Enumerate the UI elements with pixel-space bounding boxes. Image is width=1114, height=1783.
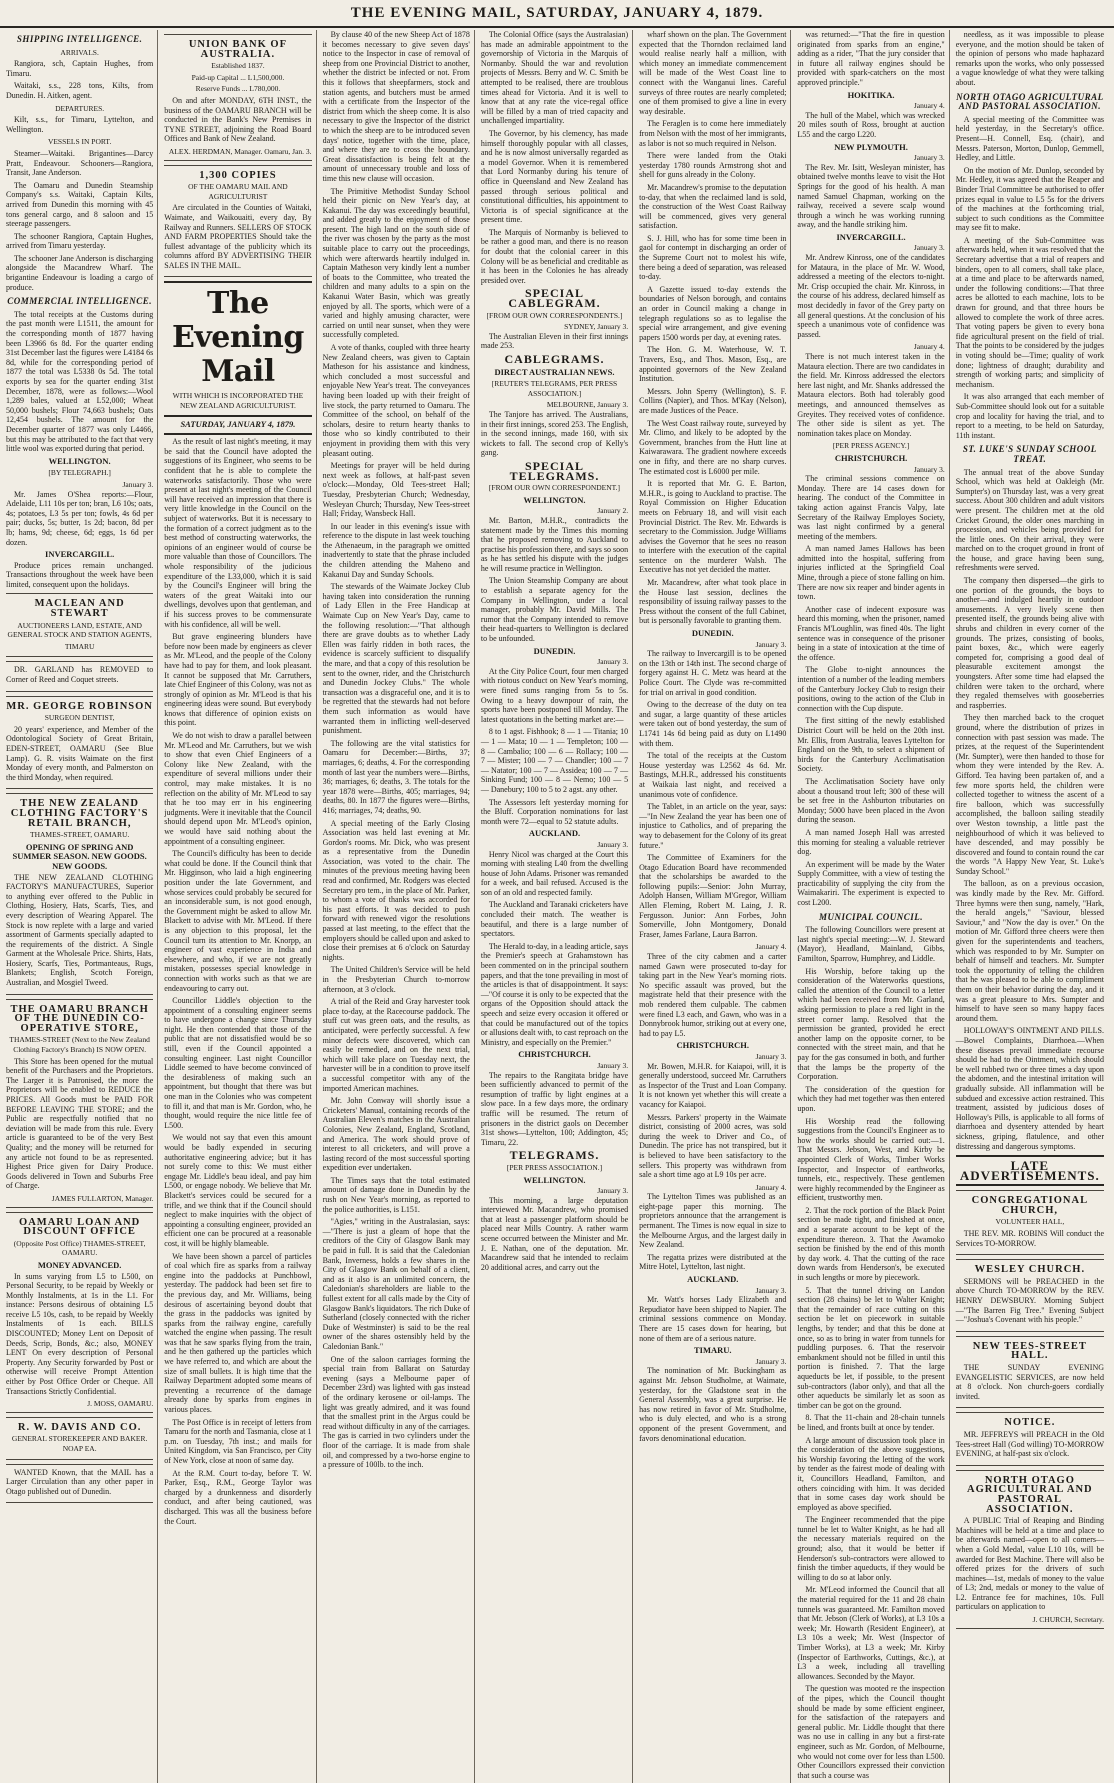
- date: January 3.: [913, 153, 945, 163]
- ad-title: WESLEY CHURCH.: [974, 1264, 1086, 1276]
- text: The Acclimatisation Society have only about a thousand trout left; 300 of these will be set free in the Ashburton tributaries on Monday; 5000 have been placed in the Avon during the season.: [797, 776, 945, 825]
- text: A Gazette issued to-day extends the boundaries of Nelson borough, and contains an order in Council making a change in telegraph regulations so as to legalise the special wire arrangement, and give evening papers 1500 words per day, at evening rates.: [639, 284, 787, 342]
- date: MELBOURNE, January 3.: [546, 400, 629, 410]
- text: An experiment will be made by the Water Supply Committee, with a view of testing the practicability of supplying the city from the Waimakariri. The experiment is expected to cost L200.: [797, 859, 945, 908]
- text: HOLLOWAY'S OINTMENT AND PILLS.—Bowel Complaints, Diarrhoea.—When these diseases prevail immediate recourse should be had to the Ointment, which should be well rubbed two or three times a day upon the abdomen, and the intestinal irritation will gradually subside. All inflammation will be subdued and excessive action restrained. This treatment, assisted by judicious doses of Holloway's Pills, is applicable to all forms of diarrhoea and dysentery attended by heart sickness, griping, flatulence, and other distressing and dangerous symptoms.: [955, 1026, 1104, 1151]
- editorial-text: But grave engineering blunders have before now been made by engineers as clever as Mr. M'Leod, and the people of the Colony have had to pay for them, and look pleasant. It cannot be supposed that Mr. Carruthers, late Chief Engineer of this Colony, was not as strongly of opinion as Mr. M'Leod is that his engineering ideas were sound. But everybody knows that difference of opinion exists on this point.: [164, 632, 312, 728]
- text: needless, as it was impossible to please everyone, and the motion should be taken of the opinion of persons who made haphazard remarks upon the works, who only possessed a vague knowledge of what they were talking about.: [955, 30, 1104, 87]
- ad-title: NORTH OTAGO AGRICULTURAL AND PASTORAL ASSOCIATION.: [967, 1474, 1093, 1515]
- ad-sub: VOLUNTEER HALL,: [995, 1217, 1065, 1227]
- subhead-departures: DEPARTURES.: [55, 103, 105, 113]
- text: Mr. Barton, M.H.R., contradicts the statement made by the Times this morning that he proposed removing to Auckland to practise his profession there, and says so soon as he has settled his dispute with the judges he will resume practice in Wellington.: [480, 515, 629, 573]
- paper-subtitle: WITH WHICH IS INCORPORATED THE NEW ZEALAND AGRICULTURIST.: [172, 391, 304, 411]
- text: The schooner Jane Anderson is discharging alongside the Macandrew Wharf. The brigantine Endeavour is loading a cargo of produce.: [6, 253, 154, 292]
- text: The stewards of the Waimate Jockey Club having taken into consideration the running of Lady Ellen in the Free Handicap at Waimate Cup on New Year's Day, came to the following resolution:—"That although there are grave doubts as to whether Lady Ellen was fairly ridden in both races, the evidence is scarcely sufficient to disqualify the mare, and that a copy of this resolution be sent to the owner, rider, and the Christchurch and Dunedin Jockey Clubs." The whole transaction was a disgraceful one, and it is to be regretted that the stewards had not before them such information as would have warranted them in inflicting well-deserved punishment.: [322, 582, 470, 736]
- date: January 3.: [913, 243, 945, 253]
- advertisement: [6, 1212, 153, 1413]
- text: Henry Nicol was charged at the Court this morning with stealing L40 from the dwelling house of John Adams. Prisoner was remanded for a week, and bail refused. Accused is the son of an old and respected family.: [480, 849, 629, 897]
- text: The consideration of the question for which they had met together was then entered upon.: [797, 1084, 945, 1113]
- text: was returned:—"That the fire in question originated from sparks from an engine," adding as a rider, "That the jury consider that in future all railway engines should be provided with spark-catchers on the most approved principle.": [797, 30, 945, 87]
- text: 8. That the 11-chain and 28-chain tunnels be lined, and fronts built at once by tender.: [797, 1413, 945, 1432]
- ad-sub: THAMES-STREET (Next to the New Zealand Clothing Factory's Branch) IS NOW OPEN.: [9, 1035, 150, 1055]
- dateline: TIMARU.: [694, 1345, 732, 1356]
- dateline: WELLINGTON.: [523, 1174, 586, 1185]
- text: It was also arranged that each member of Sub-Committee should look out for a suitable crop and locality for having the trial, and to report to a meeting, to be held on Saturday, 11th instant.: [955, 392, 1104, 440]
- text: There were landed from the Otaki yesterday 1780 rounds Armstrong shot and shell for guns already in the Colony.: [639, 151, 787, 180]
- text: Meetings for prayer will be held during next week as follows, at half-past seven o'clock:—Monday, Old Tees-street Hall; Tuesday, Presbyterian Church; Wednesday, Wesleyan Church; Thursday, New Tees-street Hall; Friday, Wansbeck Hall.: [322, 461, 470, 519]
- text: His Worship read the following suggestions from the Council's Engineer as to how the works should be carried out:—1. That Messrs. Jebson, West, and Kirby be appointed Clerk of Works, Timber Works Inspector, and Inspector of earthworks, tunnels, etc., respectively. These gentlemen were highly recommended by the Engineer as efficient, trustworthy men.: [797, 1116, 945, 1203]
- text: A man named Joseph Hall was arrested this morning for stealing a valuable retriever dog.: [797, 827, 945, 857]
- column-3: [323, 30, 475, 1783]
- text: The United Children's Service will be held in the Presbyterian Church to-morrow afternoon, at 3 o'clock.: [322, 965, 470, 994]
- text: Messrs. Parkers' property in the Waimate district, consisting of 2000 acres, was sold during the week to Driver and Co., of Dunedin. The price has not transpired, but it is believed to have been satisfactory to the sellers. This property was withdrawn from sale a short time ago at L9 10s per acre.: [639, 1112, 787, 1180]
- text: The Oamaru and Dunedin Steamship Company's s.s. Waitaki, Captain Kilts, arrived from Dunedin this morning with 45 tons general cargo, and 8 saloon and 15 steerage passengers.: [6, 180, 154, 229]
- byline: [REUTER'S TELEGRAMS, PER PRESS ASSOCIATION.]: [491, 379, 618, 398]
- advertisement: [6, 1417, 153, 1460]
- text: This morning, a large deputation interviewed Mr. Macandrew, who promised that at least a passenger platform should be placed near Mills Country. A rather warm scene occurred between the Minister and Mr. J. E. Nathan, one of the deputation. Mr. Macandrew said that he intended to reclaim 20 additional acres, and carry out the: [480, 1195, 629, 1272]
- text: Waitaki, s.s., 228 tons, Kilts, from Dunedin. H. Aitken, agent.: [6, 81, 154, 100]
- date: January 4.: [755, 942, 787, 952]
- text: The following Councillors were present at last night's special meeting:—W. J. Steward (Mayor), Headland, Mainland, Gibbs, Familton, Sparrow, Humphrey, and Liddle.: [797, 925, 945, 964]
- byline: [FROM OUR OWN CORRESPONDENT.]: [488, 483, 621, 493]
- text: The balloon, as on a previous occasion, was kindly made by the Rev. Mr. Gifford. Three hymns were then sung, namely, "Hark, the herald angels," "Saviour, blessed Saviour," and "Now the day is over." On the motion of Mr. Gifford three cheers were then given for the superintendents and teachers, which was responded to by Mr. Sumpter on behalf of himself and teachers. Mr. Sumpter took the opportunity of telling the children that he was pleased to be able to compliment them on their behavior during the day, and it was a great pleasure to Mrs. Sumpter and himself to have seen so many happy faces around them.: [955, 879, 1104, 1023]
- divider: [164, 281, 311, 283]
- dateline: INVERCARGILL.: [836, 231, 906, 242]
- betting-list: 8 to 1 agst. Fishhook; 8 — 1 — Titania; 10 — 1 — Mata; 10 — 1 — Templeton; 100 — 8 — Cambalio; 100 — 6 — Rollacy; 100 — 7 — Mister; 100 — 7 — Chandler; 100 — 7 — Natator; 100 — 7 — Assidea; 100 — 7 — Sinking Fund; 100 — 8 — Nemo; 100 — 5 — Danebury; 100 to 5 to 2 agst. any other.: [480, 727, 629, 794]
- ad-sub: AUCTIONEERS LAND, ESTATE, AND GENERAL STOCK AND STATION AGENTS,: [7, 620, 152, 640]
- column-5: [639, 30, 791, 1783]
- text: Mr. Bowen, M.H.R. for Kaiapoi, will, it is generally understood, succeed Mr. Carruthers as Inspector of the Trust and Loan Company. It is not known yet whether this will create a vacancy for Kaiapoi.: [639, 1061, 787, 1109]
- text: The Feraglen is to come here immediately from Nelson with the most of her immigrants, as labor is not so much required in Nelson.: [639, 119, 787, 148]
- text: The West Coast railway route, surveyed by Mr. Climo, and likely to be adopted by the Government, branches from the Hutt line at Kaiwarawara. The gradient nowhere exceeds one in fifty, and there are no sharp curves. The estimated cost is L6000 per mile.: [639, 418, 787, 476]
- section-head-telegrams: TELEGRAMS.: [509, 1148, 600, 1163]
- text: The Hon. G. M. Waterhouse, W. T. Travers, Esq., and Thos. Mason, Esq., are appointed governors of the New Zealand Institution.: [639, 345, 787, 384]
- advertisement: [6, 661, 153, 691]
- section-head-special-cablegram: SPECIAL CABLEGRAM.: [508, 286, 601, 311]
- text: Mr. Watt's horses Lady Elizabeth and Repudiator have been shipped to Napier. The criminal sessions commence on Monday. There are 15 cases down for hearing, but none of them are of a serious nature.: [639, 1295, 787, 1343]
- date: January 3.: [597, 1186, 629, 1196]
- text: They then marched back to the croquet ground, where the distribution of prizes in connection with past session was made. The prizes, at the request of the Superintendent (Mr. Sumpter), were then handed to those for whom they were intended by the Rev. A. Gifford. Tea having been partaken of, and a few more sports held, the children were collected together to witness the ascent of a fire balloon, which was successfully accomplished, the balloon sailing steadily over Weston township, a little past the neighbourhood of which it was believed to have descended, and may possibly be discovered and found to contain round the car the words "A Happy New Year, St. Luke's Sunday School.": [955, 713, 1104, 876]
- text: The question was mooted re the inspection of the pipes, which the Council thought should be made by some efficient engineer, for the satisfaction of the ratepayers and general public. Mr. Liddle thought that there was no use in calling in any but a first-rate engineer, such as Mr. Gordon, of Melbourne, who would not come over for less than L500. Other Councillors expressed their conviction that such a course was: [797, 1684, 945, 1780]
- subhead-vessels: VESSELS IN PORT.: [47, 137, 112, 147]
- ad-text: SERMONS will be PREACHED in the above Church TO-MORROW by the REV. HENRY DEWSBURY. Morning Subject—"The Barren Fig Tree." Evening Subject—"Joshua's Covenant with his people.": [955, 1276, 1104, 1325]
- ad-open: OPENING OF SPRING AND SUMMER SEASON. NEW GOODS. NEW GOODS.: [12, 841, 147, 871]
- ad-title: NEW TEES-STREET HALL.: [972, 1340, 1087, 1362]
- ad-text: In sums varying from L5 to L500, on Personal Security, to be repaid by Weekly or Monthly Instalments, at 1s in the L1. For instance: Persons desirous of obtaining L5 receive L5 10s, cash, to be repaid by Weekly Instalments of 1s each. BILLS DISCOUNTED; Money Lent on Deposit of Deeds, Scrip, Bonds, &c.; also, MONEY LENT On every description of Personal Property. Any Security forwarded by Post or otherwise will receive Prompt Attention either by Post Office Order or Cheque. All Transactions Strictly Confidential.: [6, 1271, 154, 1396]
- ad-text: A PUBLIC Trial of Reaping and Binding Machines will be held at a time and place to be afterwards named—open to all comers—when a Gold Medal, value L10 10s, will be awarded for Best Machine. There will also be offered prizes for the drivers of such machines—1st, medals of money to the value of L3; 2nd, medals or money to the value of L2. Entrance fee for machines, 10s. Full particulars on application to: [955, 1516, 1104, 1612]
- ad-text: THE SUNDAY EVENING EVANGELISTIC SERVICES, are now held at 8 o'clock. Non church-goers cordially invited.: [955, 1363, 1104, 1401]
- ad-text: Are circulated in the Counties of Waitaki, Waimate, and Waikouaiti, every day, By Railway and Runners. SELLERS OF STOCK AND FARM PROPERTIES Should take the fullest advantage of the publicity which its columns afford BY ADVERTISING THEIR SALES IN THE MAIL.: [164, 203, 312, 270]
- text: "Agies," writing in the Australasian, says:—"There is just a gleam of hope that the creditors of the City of Glasgow Bank may be paid in full. It is said that the Caledonian Bank, Inverness, holds a few shares in the City of Glasgow Bank on behalf of a client, and as it also is an unlimited concern, the Caledonian's shareholders are liable to the fullest extent for all calls made by the City of Glasgow Bank's liquidators. The rich Duke of Sutherland (closely connected with the richer Duke of Westminster) is said to be the real owner of the shares ostensibly held by the Caledonian Bank.": [322, 1217, 470, 1351]
- text: In our leader in this evening's issue with reference to the dispute in last week touching the Athenaeum, in the paragraph we omitted inadvertently to state that the phrase included the children attending the Maheno and Kakanui Day and Sunday Schools.: [322, 521, 470, 579]
- text: A meeting of the Sub-Committee was afterwards held, when it was resolved that the Secretary advertise that a trial of reapers and binders, open to all comers, shall take place, at a time and place to be afterwards named, under the following conditions:—That three acres be allotted to each machine, lots to be drawn for ground, and that three hours be allowed to complete the work of three acres. That voting papers be given to every bona fide agricultural present on the field of trial. That the points to be considered by the judges in voting should be—Time; quality of work done; lightness of draught; durability and strength of working parts; and simplicity of mechanism.: [955, 235, 1104, 389]
- text: The Tanjore has arrived. The Australians, in their first innings, scored 253. The English, in the second innings, made 160, with six wickets to fall. The second crop of Kelly's gang.: [480, 409, 629, 458]
- text: The Lyttelton Times was published as an eight-page paper this morning. The proprietors announce that the arrangement is permanent. The Times is now equal in size to the Melbourne Argus, and the largest daily in New Zealand.: [639, 1192, 787, 1250]
- advertisement: [6, 696, 153, 790]
- ad-text: THE REV. MR. ROBINS Will conduct the Services TO-MORROW.: [955, 1229, 1104, 1248]
- dateline: CHRISTCHURCH.: [834, 452, 908, 463]
- masthead: THE EVENING MAIL, SATURDAY, JANUARY 4, 1879.: [0, 0, 1114, 28]
- text: Mr. Macandrew's promise to the deputation to-day, that when the reclaimed land is sold, the construction of the West Coast Railway will be commenced, gives very general satisfaction.: [639, 182, 787, 231]
- text: Kilt, s.s., for Timaru, Lyttelton, and Wellington.: [6, 115, 154, 134]
- text: A large amount of discussion took place in the consideration of the above suggestions, his Worship favoring the letting of the work by tender as the fairest mode of dealing with it, Councillors Headland, Familton, and others coinciding with him. It was decided that in some cases day work should be employed as above specified.: [797, 1435, 945, 1512]
- section-head-late-ads: LATE ADVERTISEMENTS.: [959, 1158, 1100, 1183]
- dateline: CHRISTCHURCH.: [676, 1040, 750, 1051]
- text: A vote of thanks, coupled with three hearty New Zealand cheers, was given to Captain Matheson for his assistance and kindness, which concluded a most successful and enjoyable New Year's treat. The conveyances having been loaded up with their freight of live stock, the party returned to Oamaru. The Committee of the school, on behalf of the scholars, desire to return hearty thanks to those who so kindly contributed to their enjoyment in providing them with this very pleasant outing.: [322, 343, 470, 458]
- ad-sub: Reserve Funds ... L780,000.: [195, 84, 281, 94]
- paper-nameplate: The Evening Mail: [171, 286, 304, 390]
- section-head-municipal: MUNICIPAL COUNCIL.: [819, 911, 924, 922]
- ad-sub: GENERAL STOREKEEPER AND BAKER. NOAP EA.: [11, 1434, 148, 1453]
- text: It is reported that Mr. G. E. Barton, M.H.R., is going to Auckland to practise. The Royal Commission on Higher Education meets on February 18, and will visit each Provincial District. The Rev. Mr. Edwards is secretary to the Commission. Judge Williams advises the Governor that he sees no reason to interfere with the execution of the capital sentence on the murderer Walsh. The Executive has not yet decided the matter.: [639, 479, 787, 575]
- text: The total receipts at the Customs during the past month were L1511, the amount for the corresponding month of 1877 having been L3966 6s 8d. For the quarter ending 31st December last the figures were L4184 6s 8d, while for the corresponding period of 1877 the total was L5338 0s 5d. The total exports by sea for the quarter ending 31st December, 1878, were as follows:—Wool 1,289 bales, valued at L52,000; Wheat 50,000 bushels; Flour 74,663 bushels; Oats 12,454 bushels. The amount for the December quarter of 1877 was only L4466, but this may be attributed to the fact that very little wool was exported during that period.: [6, 309, 154, 454]
- text: 2. That the rock portion of the Black Point section be made tight, and finished at once, and a separate account to be kept of the expenditure thereon. 3. That the Awamoko section be finished by the end of this month by day work. 4. That the cutting of the race down wards from Henderson's, be executed in such lengths or more by piecework.: [797, 1205, 945, 1283]
- text: A special meeting of the Committee was held yesterday, in the Secretary's office. Present—H. Connell, Esq. (chair), and Messrs. Paterson, Morton, Dunlop, Gemmell, Hedley, and Little.: [955, 114, 1104, 163]
- text: Steamer—Waitaki. Brigantines—Darcy Pratt, Endeavour. Schooners—Rangiora, Transit, Jane Anderson.: [6, 148, 154, 178]
- section-head-shipping: SHIPPING INTELLIGENCE.: [16, 34, 143, 44]
- editorial-text: The Post Office is in receipt of letters from Tamaru for the north and Tasmania, close at 1 p.m. on Tuesday, 7th inst.; and mails for United Kingdom, via San Francisco, per City of New York, close at noon of same day.: [164, 1417, 312, 1465]
- text: Mr. John Conway will shortly issue a Cricketers' Manual, containing records of the Australian Eleven's matches in the Australian Colonies, New Zealand, England, Scotland, and America. The work should prove of interest to all cricketers, and will prove a lasting record of the most successful sporting expedition ever undertaken.: [322, 1096, 470, 1173]
- ad-sub: OF THE OAMARU MAIL AND AGRICULTURIST: [188, 182, 288, 201]
- text: The Primitive Methodist Sunday School held their picnic on New Year's day, at Kakanui. The day was exceedingly beautiful, and added greatly to the enjoyment of those present. The high land on the south side of the river was chosen by the party as the most suitable place to carry out the proceedings, which were afterwards heartily indulged in. Captain Matheson very kindly lent a number of boats to the Committee, who treated the children and many adults to a spin on the Kakanui Water Basin, which was greatly enjoyed by all. The sports, which were of a varied and highly amusing character, were carried on until near sunset, when they were successfully completed.: [322, 186, 470, 340]
- ad-sub: THAMES-STREET, OAMARU.: [30, 830, 130, 840]
- editorial-text: Councillor Liddle's objection to the appointment of a consulting engineer seems to have undergone a change since Thursday night. He then contended that those of the public that are not dissatisfied would be so still, even if the Council appointed a consulting engineer. Last night Councillor Liddle seemed to have become convinced of the desirableness of making such an appointment, but thought that there was but one man in the Colonies who was competent to fill it, and that man is Mr. Gordon, who, he thought, would require the nice little fee of L500.: [164, 996, 312, 1130]
- text: The Australian Eleven in their first innings made 253.: [480, 331, 629, 351]
- text: The criminal sessions commence on Monday. There are 14 cases down for hearing. The conduct of the Committee in taking action against Francis Valpy, late Secretary of the Railway Employes Society, was last night confirmed by a general meeting of the members.: [797, 474, 945, 541]
- text: 5. That the tunnel driving on Landon section (28 chains) be let to Walter Knight; that the remainder of race cutting on this section be let on piecework in suitable lengths, by tender; and that this be done at once, so as to bring in water from tunnels for puddling purposes. 6. That the reservoir embankment should not be filled in until this portion is finished. 7. That the large aqueducts be let, if possible, to the present sub-contractors (labor only), and that all the other aqueducts be similarly let as soon as timber can be got on the ground.: [797, 1285, 945, 1410]
- text: The Tablet, in an article on the year, says:—"In New Zealand the year has been one of injustice to Catholics, and of preparing the way to debasement for the Colony of its great future.": [639, 802, 787, 850]
- divider: [164, 433, 311, 435]
- ad-title: THE OAMARU BRANCH OF THE DUNEDIN CO-OPERATIVE STORE,: [10, 1003, 149, 1034]
- text: S. J. Hill, who has for some time been in gaol for contempt in discharging an order of the Supreme Court not to molest his wife, there being a deed of separation, was released to-day.: [639, 233, 787, 282]
- text: Produce prices remain unchanged. Transactions throughout the week have been limited, consequent upon the holidays.: [6, 560, 154, 589]
- text: A man named James Hallows has been admitted into the hospital, suffering from injuries inflicted at the Springfield Coal Mine, through a piece of stone falling on him. There are now six reaper and binder agents in town.: [797, 544, 945, 602]
- editorial-text: We would not say that even this amount would be badly expended in securing authoritative engineering advice; but it has not surely come to this: We must either engage Mr. Liddle's beau ideal, and pay him L500, or engage nobody. We believe that Mr. Blackett's services could be secured for a trifle, and we think that if the Council should neglect to make inquiries with the object of appointing a consulting engineer, provided an efficient one can be procured at a reasonable cost, it will be highly blameable.: [164, 1133, 312, 1248]
- dateline: DUNEDIN.: [691, 628, 734, 639]
- dateline: CHRISTCHURCH.: [518, 1049, 591, 1060]
- divider: [956, 1155, 1104, 1157]
- text: A special meeting of the Early Closing Association was held last evening at Mr. Gordon's rooms. Mr. Dick, who was present as a representative from the Dunedin Association, was voted to the chair. The minutes of the previous meeting having been read and confirmed, Mr. Rodgers was elected Secretary pro tem., in the place of Mr. Parker, to whom a vote of thanks was accorded for his past efforts. It was decided to push forward with renewed vigor the resolutions passed at last meeting, to the effect that the employers should be called upon and asked to close their premises at 6 o'clock on Saturday nights.: [322, 818, 470, 962]
- dateline: HOKITIKA.: [847, 89, 895, 100]
- section-head-commercial: COMMERCIAL INTELLIGENCE.: [7, 296, 152, 307]
- text: The Assessors left yesterday morning for the Bluff. Corporation nominations for last month were 72—equal to 52 statute adults.: [480, 797, 629, 826]
- advertisement-bank: [164, 34, 311, 161]
- text: The first sitting of the newly established District Court will be held on the 20th inst. Mr. Ellis, from Australia, leaves Lyttelton for England on the 9th, to select a shipment of birds for the Canterbury Acclimatisation Society.: [797, 716, 945, 774]
- divider: [164, 415, 311, 417]
- dateline-wellington: WELLINGTON.: [48, 455, 111, 466]
- text: The total of the receipts at the Custom House yesterday was L2562 4s 6d. Mr. Bastings, M.H.R., addressed his constituents at Waikaia last night, and received a unanimous vote of confidence.: [639, 751, 787, 799]
- date: January 3.: [597, 1060, 629, 1070]
- divider: [956, 1184, 1104, 1186]
- ad-sign: J. MOSS, OAMARU.: [87, 1399, 154, 1409]
- text: The railway to Invercargill is to be opened on the 13th or 14th inst. The second charge of forgery against H. C. Metz was heard at the Police Court. The Clyde was re-committed for trial on arrival in good condition.: [639, 649, 787, 697]
- text: The following are the vital statistics for Oamaru for December:—Births, 37; marriages, 6; deaths, 4. For the corresponding month of last year the numbers were—Births, 36; marriages, 6; deaths, 3. The totals for the year 1878 were—Births, 405; marriages, 94; deaths, 80. In 1877 the figures were—Births, 416; marriages, 74; deaths, 90.: [322, 738, 470, 815]
- columns: [6, 30, 1108, 1780]
- ad-title: 1,300 COPIES: [199, 169, 277, 181]
- advertisement: [956, 1412, 1104, 1465]
- ad-place: TIMARU: [64, 641, 95, 651]
- date: January 3.: [913, 464, 945, 474]
- text: Another case of indecent exposure was heard this morning, when the prisoner, named Francis M'Loughlin, was fined 40s. The light sentence was in consequence of the prisoner being in a state of intoxication at the time of the offence.: [797, 604, 945, 662]
- dateline: AUCKLAND.: [528, 828, 581, 839]
- text: Mr. James O'Shea reports:—Flour, Adelaide, L11 10s per ton; bran, L6 10s; oats, 4s; potatoes, L3 5s per ton; fowls, 4s 6d per pair; ducks, 5s; butter, 1s 2d; bacon, 8d per lb; hams, 9d; cheese, 6d; eggs, 1s 6d per dozen.: [6, 489, 154, 547]
- ad-text: This Store has been opened for the mutual benefit of the Purchasers and the Proprietors. The Larger it is Patronised, the more the Proprietors will be enabled to REDUCE the PRICES. All Goods must be PAID FOR BEFORE LEAVING THE STORE; and the Public are respectfully notified that no deviation will be made from this rule. Every article is guaranteed to be of the very Best Quality; and the money will be returned for any article not found to be as represented. Highest Price given for Dairy Produce. Goods delivered in Town and Suburbs Free of Charge.: [6, 1056, 154, 1191]
- ad-sub: SURGEON DENTIST,: [44, 713, 115, 723]
- text: The nomination of Mr. Buckingham as against Mr. Jebson Studholme, at Waimate, yesterday, for the Gladstone seat in the General Assembly, was a great surprise. He has now retired in favor of Mr. Studholme, who is duly elected, and who is a strong opponent of the present Government, and favors denominational education.: [639, 1366, 787, 1443]
- advertisement: [956, 1259, 1104, 1332]
- text: The regatta prizes were distributed at the Mitre Hotel, Lyttelton, last night.: [639, 1252, 787, 1272]
- ad-text: 20 years' experience, and Member of the Odontological Society of Great Britain, EDEN-STREET, OAMARU (See Blue Lamp). G. R. visits Waimate on the first Monday of every month, and Palmerston on the third Monday, when required.: [6, 724, 154, 782]
- date: January 4.: [755, 1182, 787, 1192]
- date: January 3.: [122, 479, 154, 489]
- dateline: NEW PLYMOUTH.: [834, 141, 908, 152]
- text: A trial of the Reid and Gray harvester took place to-day, at the Racecourse paddock. The stuff cut was green oats, and the results, as anticipated, were perfectly successful. A few minor defects were discovered, which can easily be remedied, and on the next trial, which will take place on Tuesday next, the harvester will be in a condition to prove itself a successful competitor with any of the imported American machines.: [322, 997, 470, 1093]
- date: January 3.: [755, 639, 787, 649]
- text: One of the saloon carriages forming the special train from Ballarat on Saturday evening (says a Melbourne paper of December 23rd) was lighted with gas instead of the ordinary kerosene or oil-lamps. The light was greatly admired, and it was found that the smallest print in the Argus could be read without difficulty in any of the carriages. The gas is carried in two cylinders under the floor of the carriage. It is made from shale oil, and compressed by a two-horse engine to a pressure of 100lb. to the inch.: [322, 1354, 470, 1470]
- text: The Globe to-night announces the intention of a number of the leading members of the Canterbury Jockey Club to resign their positions, owing to the action of the Club in connection with the Cup dispute.: [797, 665, 945, 713]
- column-2: [164, 30, 316, 1783]
- ad-sign: J. CHURCH, Secretary.: [1032, 1615, 1104, 1625]
- dateline-invercargill: INVERCARGILL.: [45, 549, 115, 560]
- text: The Rev. Mr. Isitt, Wesleyan minister, has obtained twelve months leave to visit the Hot Springs for the good of his health. A man named Samuel Chapman, working on the railway, received a severe scalp wound through a winch he was working running away, and the handle striking him.: [797, 162, 945, 230]
- date: January 4.: [913, 342, 945, 352]
- ad-title: CONGREGATIONAL CHURCH,: [971, 1195, 1089, 1216]
- text: The Auckland and Taranaki cricketers have concluded their match. The weather is beautiful, and there is a large number of spectators.: [480, 900, 629, 939]
- ad-money: MONEY ADVANCED.: [37, 1259, 122, 1270]
- text: The Governor, by his clemency, has made himself thoroughly popular with all classes, and he is now almost universally regarded as a model Governor. When it is remembered that Lord Normanby during his tenure of office in Queensland and New Zealand has passed through serious political and constitutional difficulties, his appointment to Victoria is of special significance at the present time.: [480, 128, 629, 225]
- advertisement: [6, 793, 153, 994]
- ad-title: OAMARU LOAN AND DISCOUNT OFFICE: [19, 1216, 141, 1238]
- text: The annual treat of the above Sunday School, which was held at Oakleigh (Mr. Sumpter's) on Thursday last, was a very great success. About 300 children and adult visitors were present. The children met at the old Cricket Ground, the older ones marching in procession, and vehicles being provided for the little ones. On their arrival, they were marched on to the croquet ground in front of the house, and grace having been sung, refreshments were served.: [955, 467, 1104, 573]
- text: The Herald to-day, in a leading article, says the Premier's speech at Grahamstown has been commented on in the principal southern papers, and that the tone prevailing in most of the articles is that of disappointment. It says:—"Of course it is only to be expected that the organs of the Opposition should attack the speech and seize every occasion it offered or that could be manufactured out of the topics or allusions dealt with, to cast reproach on the Ministry, and especially on the Premier.": [480, 941, 629, 1047]
- column-4: [481, 30, 633, 1783]
- date: January 3.: [755, 1285, 787, 1295]
- date: January 3.: [755, 1356, 787, 1366]
- text: The Times says that the total estimated amount of damage done in Dunedin by the rush on New Year's morning, as reported to the police authorities, is L151.: [322, 1175, 470, 1214]
- ad-title: MR. GEORGE ROBINSON: [6, 700, 153, 712]
- text: Three of the city cabmen and a carter named Gawn were prosecuted to-day for taking part in the New Year's morning riots. No specific assault was proved, but the magistrate held that their presence with the mob rendered them culpable. The cabmen were fined L3 each, and Gawn, who was in a Donnybrook humor, striking out at every one, had to pay L5.: [639, 952, 787, 1038]
- text: Messrs. John Sperry (Wellington), S. F. Collins (Napier), and Thos. M'Kay (Nelson), are made Justices of the Peace.: [639, 386, 787, 415]
- advertisement: [956, 1470, 1104, 1629]
- column-6: [797, 30, 949, 1783]
- section-head-cablegrams: CABLEGRAMS.: [504, 352, 605, 366]
- ad-title: UNION BANK OF AUSTRALIA.: [188, 39, 287, 60]
- column-7: [956, 30, 1108, 1783]
- text: His Worship, before taking up the consideration of the Waterworks questions, called the attention of the Council to a letter which had been received from Mr. Garland, asking permission to place a red light in the street corner lamp. Resolved that the permission be granted, provided he erect another lamp on the opposite corner, to be connected with the street main, and that he pay for the gas consumed in both, and further that the lamps be the property of the Corporation.: [797, 966, 945, 1082]
- ad-sub: Established 1837.: [211, 61, 265, 71]
- editorial-text: The Council's difficulty has been to decide what could be done. If the Council think that Mr. Higginson, who laid a high engineering position under the late Government, and whose services could probably be secured for an inconsiderable sum, is not good enough, the Government might be asked to allow Mr. Blackett to advise with Mr. M'Leod. If there is any objection to this proposal, let the Council turn its attention to Mr. Knorpp, an engineer of vast experience in India and elsewhere, and who, if we are not greatly mistaken, possesses special knowledge in connection with works such as that we are endeavouring to carry out.: [164, 849, 312, 993]
- dateline: DUNEDIN.: [533, 645, 576, 656]
- text: wharf shown on the plan. The Government expected that the Thorndon reclaimed land would realise nearly half a million, with which money an immediate commencement will be made of the West Coast line to connect with the Wanganui lines. Careful surveys of three routes are nearly completed; one of them promised to give a line in every way desirable.: [639, 30, 787, 116]
- dateline: WELLINGTON.: [523, 494, 586, 505]
- advertisement: [6, 593, 153, 657]
- advertisement: [6, 999, 153, 1208]
- date: SYDNEY, January 3.: [564, 322, 629, 332]
- text: Rangiora, sch, Captain Hughes, from Timaru.: [6, 59, 154, 78]
- text: The repairs to the Rangitata bridge have been sufficiently advanced to permit of the resumption of traffic by light engines at a slow pace. In a few days more, the ordinary traffic will be resumed. The return of prisoners in the district gaols on December 31st shows—Lyttelton, 100; Addington, 45; Timaru, 22.: [480, 1070, 629, 1147]
- text: Mr. Macandrew, after what took place in the House last session, declines the responsibility of issuing railway passes to the Press without the consent of the full Cabinet, but is personally favorable to granting them.: [639, 578, 787, 626]
- advertisement: [956, 1336, 1104, 1409]
- text: The Engineer recommended that the pipe tunnel be let to Walter Knight, as he had all the necessary materials required on the ground; also, that it would be better if Henderson's sub-contractors were allowed to finish the timber aqueducts, if they would be willing to do so at labor only.: [797, 1515, 945, 1582]
- byline: [FROM OUR OWN CORRESPONDENTS.]: [486, 310, 623, 320]
- text: Mr. Andrew Kinross, one of the candidates for Mataura, in the place of Mr. W. Wood, addressed a meeting of the electors to-night. Mr. Crisp occupied the chair. Mr. Kinross, in the course of his address, declared himself as most decidedly in favor of the Grey party on all general questions. At the conclusion of his speech a unanimous vote of confidence was passed.: [797, 253, 945, 339]
- text: The hull of the Mabel, which was wrecked 20 miles south of Ross, brought at auction L55 and the cargo L220.: [797, 110, 945, 139]
- ad-title: THE NEW ZEALAND CLOTHING FACTORY'S RETAIL BRANCH,: [10, 798, 149, 829]
- ad-text: DR. GARLAND has REMOVED to Corner of Reed and Coquet streets.: [6, 665, 154, 685]
- text: The schooner Rangiora, Captain Hughes, arrived from Timaru yesterday.: [6, 231, 154, 251]
- text: The company then dispersed—the girls to one portion of the grounds, the boys to another—and indulged heartily in outdoor amusements. A very lively scene then presented itself, the grounds being alive with shrubs and children in every corner of the grounds. The prizes, consisting of books, paint boxes, &c., which were eagerly competed for, comprising a good deal of pleasurable excitement amongst the youngsters. After some time had elapsed the children were taken to the orchard, where they regaled themselves with gooseberries and raspberries.: [955, 576, 1104, 710]
- editorial-text: As the result of last night's meeting, it may be said that the Council have adopted the suggestions of its Engineer, who seems to be confident that he is able to complete the waterworks satisfactorily. Those who were present at last night's meeting of the Council will have received an impression that there is very little knowledge in the Council on the subject of waterworks. But it is necessary to the formation of a correct judgment as to the best method of constructing waterworks, the opinions of an engineer would of course be more valuable than those of Councillors. The whole responsibility of the judicious expenditure of the L33,000, which it is said by the Council's Engineer will bring the waters of the great Waitaki into our dwellings, devolves upon that gentleman, and if his success proves to be commensurate with his confidence, all will be well.: [164, 437, 312, 629]
- subhead-arrivals: ARRIVALS.: [60, 47, 99, 57]
- column-1: [6, 30, 158, 1783]
- ad-title: MACLEAN AND STEWART: [34, 598, 125, 620]
- date: January 3.: [597, 657, 629, 667]
- dateline: AUCKLAND.: [687, 1274, 739, 1285]
- paper-date: SATURDAY, JANUARY 4, 1879.: [180, 418, 296, 429]
- ad-sub: Paid-up Capital ... L1,500,000.: [191, 72, 285, 82]
- text: Mr. M'Leod informed the Council that all the material required for the 11 and 28 chain tunnels was guaranteed. Mr. Familton moved that Mr. Jebson (Clerk of Works), at L3 10s a week; Mr. Howarth (Resident Engineer), at L3 10s a week; Mr. West (Inspector of Timber Works), at L3 a week; Mr. Kirby (Inspector of Earthworks, Cuttings, &c.), at L3 a week, including all travelling allowances. Seconded by the Mayor.: [797, 1585, 945, 1681]
- text: Owing to the decrease of the duty on tea and sugar, a large quantity of these articles were taken out of bond yesterday, the sum of L1741 14s 6d being paid as duty on L1490 with them.: [639, 700, 787, 748]
- text: The Marquis of Normanby is believed to be rather a good man, and there is no reason for doubt that the colonial career in this Colony will be as beneficial and creditable as it has been in the Colonies he has already presided over.: [480, 227, 629, 285]
- section-head-agricultural: NORTH OTAGO AGRICULTURAL AND PASTORAL ASSOCIATION.: [956, 91, 1104, 112]
- section-head-st-lukes: ST. LUKE'S SUNDAY SCHOOL TREAT.: [962, 444, 1097, 464]
- ad-title: R. W. DAVIS AND CO.: [17, 1421, 142, 1433]
- ad-sign: ALEX. HERDMAN, Manager. Oamaru, Jan. 3.: [168, 146, 312, 156]
- ad-text: On and after MONDAY, 6TH INST., the business of the OAMARU BRANCH will be conducted in the Bank's New Premises in TYNE STREET, adjoining the Road Board Offices and Bank of New Zealand.: [164, 95, 312, 144]
- editorial-text: At the R.M. Court to-day, before T. W. Parker, Esq., R.M., George Taylor was charged by a drunkenness and disorderly conduct, and after being cautioned, was discharged. This was all the business before the Court.: [164, 1468, 312, 1526]
- date: January 3.: [597, 839, 629, 849]
- advertisement: [6, 1464, 153, 1504]
- ad-text: THE NEW ZEALAND CLOTHING FACTORY'S MANUFACTURES, Superior to anything ever offered to the Public in Clothing, Hosiery, Hats, Scarfs, Ties, and every description of Wearing Apparel. The Stock is now replete with a large and varied assortment of Garments specially adapted to the requirements of the district. A Single Garment at the Wholesale Price. Shirts, Hats, Hosiery, Scarfs, Ties, Portmanteaus, Rugs, Blankets; English, Scotch Foreign, Australian, and Mosgiel Tweed.: [6, 872, 154, 988]
- text: The Union Steamship Company are about to establish a separate agency for the Company in Wellington, under a local manager, probably Mr. David Mills. The rumor that the Company intended to remove their head-quarters to Wellington is declared to be unfounded.: [480, 576, 629, 644]
- advertisement-circulation: [164, 165, 311, 278]
- ad-text: MR. JEFFREYS will PREACH in the Old Tees-street Hall (God willing) TO-MORROW EVENING, at half-past six o'clock.: [955, 1429, 1104, 1459]
- subhead: DIRECT AUSTRALIAN NEWS.: [494, 366, 615, 377]
- byline: [PER PRESS ASSOCIATION.]: [506, 1162, 603, 1172]
- byline: [BY TELEGRAPH.]: [48, 468, 111, 478]
- ad-sign: JAMES FULLARTON, Manager.: [51, 1193, 154, 1203]
- section-head-special-telegrams: SPECIAL TELEGRAMS.: [509, 458, 600, 483]
- text: The Colonial Office (says the Australasian) has made an admirable appointment to the governorship of Victoria in the Marquis of Normanby. Should the war and revolution projects of Messrs. Berry and W. C. Smith be attempted to be realised, there are troublous times ahead for Victoria. And it is well to know that at any rate the vice-regal office will be filled by a man of tried capacity and unchallenged impartiality.: [480, 30, 629, 126]
- ad-sub: (Opposite Post Office) THAMES-STREET, OAMARU.: [13, 1238, 146, 1258]
- ad-text: WANTED Known, that the MAIL has a Larger Circulation than any other paper in Otago published out of Dunedin.: [6, 1467, 154, 1496]
- editorial-text: We have been shown a parcel of particles of coal which fire as sparks from a railway engine into the paddocks at Punchbowl, yesterday. The paddock had been set fire to the previous day, and Mr. Williams, being desirous of ascertaining beyond doubt that the grass in the paddocks was ignited by sparks from the railway engine, carefully watched the engine when passing. The result was that he saw sparks flying from the train, and he then gathered up the particles which we have referred to, and which are about the size of small bullets. It is high time that the Railway Department adopted some means of preventing a recurrence of the damage already done by sparks from engines in various places.: [164, 1251, 312, 1415]
- date: January 4.: [913, 101, 945, 111]
- editorial-text: We do not wish to draw a parallel between Mr. M'Leod and Mr. Carruthers, but we wish to show that even Chief Engineers of a Colony like New Zealand, with the expenditure of several millions under their control, may make mistakes. It is no reflection on the ability of Mr. M'Leod to say that he too may err in his engineering judgments. Were it inevitable that the Council should depend upon Mr. M'Leod's opinion, we would have said nothing about the appointment of a consulting engineer.: [164, 731, 312, 846]
- text: The Committee of Examiners for the Otago Education Board have recommended that the scholarships be awarded to the following pupils:—Senior: John Murray, Adolph Hansen, William M'Gregor, William Allen Fleming, Robert M. Laing, J. R. Fergusson. Junior: Ann Forbes, John Somerville, John Montgomery, Donald Fraser, James Farlane, Laura Barron.: [639, 853, 787, 939]
- date: January 3.: [755, 1051, 787, 1061]
- text: There is not much interest taken in the Mataura election. There are two candidates in the field. Mr. Kinross addressed the electors here last night, and Mr. Shanks addressed the Mataura electors. Both had tolerably good meetings, and announced themselves as Greyites. They received votes of confidence. The other side is silent as yet. The nomination takes place on Monday.: [797, 352, 945, 438]
- advertisement: [956, 1190, 1104, 1255]
- ad-title: NOTICE.: [1004, 1417, 1056, 1429]
- byline: [PER PRESS AGENCY.]: [832, 441, 910, 451]
- text: On the motion of Mr. Dunlop, seconded by Mr. Hedley, it was agreed that the Reaper and Binder Trial Committee be authorised to offer prizes equal in value to L5 5s for the drivers of the machines at the forthcoming trial, subject to such conditions as the Committee may see fit to make.: [955, 165, 1104, 233]
- date: January 2.: [597, 506, 629, 516]
- text: At the City Police Court, four men charged with riotous conduct on New Year's morning, were fined sums ranging from 5s to 5s. Owing to a heavy downpour of rain, the sports have been postponed till Monday. The latest quotations in the betting market are:—: [480, 666, 629, 724]
- text: By clause 40 of the new Sheep Act of 1878 it becomes necessary to give seven days' notice to the Inspector in case of removal of sheep from one Provincial District to another, whether the district be infected or not. From this it follows that sheepfarmers, stock and station agents, and butchers must be armed with a certificate from the Inspector of the district from which the sheep come. It is also necessary to give the Inspector of the district to which the sheep are to be introduced seven days' notice, together with the time, place, and where they are to cross the boundary. Great dissatisfaction is being felt at the amount of unnecessary trouble and loss of time this new clause will occasion.: [322, 30, 470, 183]
